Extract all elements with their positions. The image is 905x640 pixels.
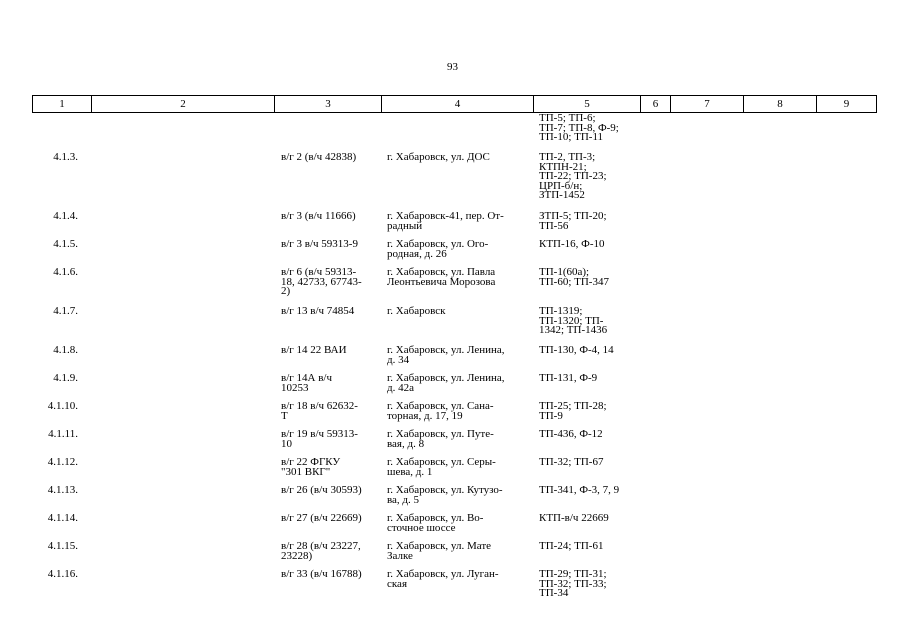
column-header-table: [32, 95, 877, 113]
page-number: 93: [447, 61, 458, 73]
address-cell: г. Хабаровск, ул. Луган- ская: [387, 568, 499, 590]
column-header-5: 5: [534, 96, 641, 113]
substations-cell: ТП-1(60а); ТП-60; ТП-347: [539, 266, 609, 288]
address-cell: г. Хабаровск, ул. Мате Залке: [387, 540, 492, 562]
military-unit-cell: в/г 26 (в/ч 30593): [281, 484, 362, 496]
military-unit-cell: в/г 14А в/ч 10253: [281, 372, 332, 394]
row-number: 4.1.5.: [53, 238, 78, 250]
military-unit-cell: в/г 22 ФГКУ "301 ВКГ": [281, 456, 341, 478]
row-number: 4.1.14.: [47, 512, 78, 524]
row-number: 4.1.6.: [53, 266, 78, 278]
military-unit-cell: в/г 27 (в/ч 22669): [281, 512, 362, 524]
substations-cell: ТП-341, Ф-3, 7, 9: [539, 484, 620, 496]
column-header-2: 2: [92, 96, 275, 113]
military-unit-cell: в/г 19 в/ч 59313- 10: [281, 428, 358, 450]
row-number: 4.1.12.: [47, 456, 78, 468]
address-cell: г. Хабаровск, ул. Кутузо- ва, д. 5: [387, 484, 503, 506]
substations-cell: ЗТП-5; ТП-20; ТП-56: [539, 210, 607, 232]
substations-cell: ТП-24; ТП-61: [539, 540, 604, 552]
row-number: 4.1.16.: [47, 568, 78, 580]
column-header-9: 9: [817, 96, 877, 113]
military-unit-cell: в/г 14 22 ВАИ: [281, 344, 347, 356]
substations-cell: ТП-436, Ф-12: [539, 428, 603, 440]
address-cell: г. Хабаровск-41, пер. От- радный: [387, 210, 504, 232]
military-unit-cell: в/г 28 (в/ч 23227, 23228): [281, 540, 361, 562]
substations-cell: ТП-25; ТП-28; ТП-9: [539, 400, 607, 422]
military-unit-cell: в/г 33 (в/ч 16788): [281, 568, 362, 580]
column-header-1: 1: [33, 96, 92, 113]
military-unit-cell: в/г 6 (в/ч 59313- 18, 42733, 67743- 2): [281, 266, 362, 297]
substations-cell: ТП-2, ТП-3; КТПН-21; ТП-22; ТП-23; ЦРП-б/н; ЗТП-1452: [539, 151, 607, 201]
row-number: 4.1.4.: [53, 210, 78, 222]
row-number: 4.1.15.: [47, 540, 78, 552]
address-cell: г. Хабаровск: [387, 305, 446, 317]
continued-substations-cell: ТП-5; ТП-6; ТП-7; ТП-8, Ф-9; ТП-10; ТП-11: [539, 112, 619, 143]
military-unit-cell: в/г 3 (в/ч 11666): [281, 210, 356, 222]
address-cell: г. Хабаровск, ул. Павла Леонтьевича Морозова: [387, 266, 496, 288]
substations-cell: ТП-32; ТП-67: [539, 456, 604, 468]
address-cell: г. Хабаровск, ул. Ого- родная, д. 26: [387, 238, 489, 260]
column-header-4: 4: [382, 96, 534, 113]
row-number: 4.1.8.: [53, 344, 78, 356]
address-cell: г. Хабаровск, ул. ДОС: [387, 151, 490, 163]
address-cell: г. Хабаровск, ул. Сана- торная, д. 17, 19: [387, 400, 494, 422]
substations-cell: ТП-130, Ф-4, 14: [539, 344, 614, 356]
military-unit-cell: в/г 2 (в/ч 42838): [281, 151, 357, 163]
address-cell: г. Хабаровск, ул. Серы- шева, д. 1: [387, 456, 496, 478]
column-header-8: 8: [744, 96, 817, 113]
column-header-7: 7: [671, 96, 744, 113]
column-header-row: [33, 96, 877, 113]
substations-cell: ТП-1319; ТП-1320; ТП- 1342; ТП-1436: [539, 305, 608, 336]
column-header-3: 3: [275, 96, 382, 113]
row-number: 4.1.11.: [48, 428, 78, 440]
substations-cell: КТП-16, Ф-10: [539, 238, 605, 250]
row-number: 4.1.3.: [53, 151, 78, 163]
address-cell: г. Хабаровск, ул. Ленина, д. 34: [387, 344, 505, 366]
row-number: 4.1.7.: [53, 305, 78, 317]
address-cell: г. Хабаровск, ул. Во- сточное шоссе: [387, 512, 484, 534]
military-unit-cell: в/г 18 в/ч 62632- Т: [281, 400, 358, 422]
substations-cell: ТП-29; ТП-31; ТП-32; ТП-33; ТП-34: [539, 568, 607, 599]
row-number: 4.1.10.: [47, 400, 78, 412]
row-number: 4.1.9.: [53, 372, 78, 384]
row-number: 4.1.13.: [47, 484, 78, 496]
address-cell: г. Хабаровск, ул. Ленина, д. 42а: [387, 372, 505, 394]
substations-cell: КТП-в/ч 22669: [539, 512, 609, 524]
military-unit-cell: в/г 13 в/ч 74854: [281, 305, 355, 317]
military-unit-cell: в/г 3 в/ч 59313-9: [281, 238, 358, 250]
address-cell: г. Хабаровск, ул. Путе- вая, д. 8: [387, 428, 494, 450]
column-header-6: 6: [641, 96, 671, 113]
substations-cell: ТП-131, Ф-9: [539, 372, 598, 384]
